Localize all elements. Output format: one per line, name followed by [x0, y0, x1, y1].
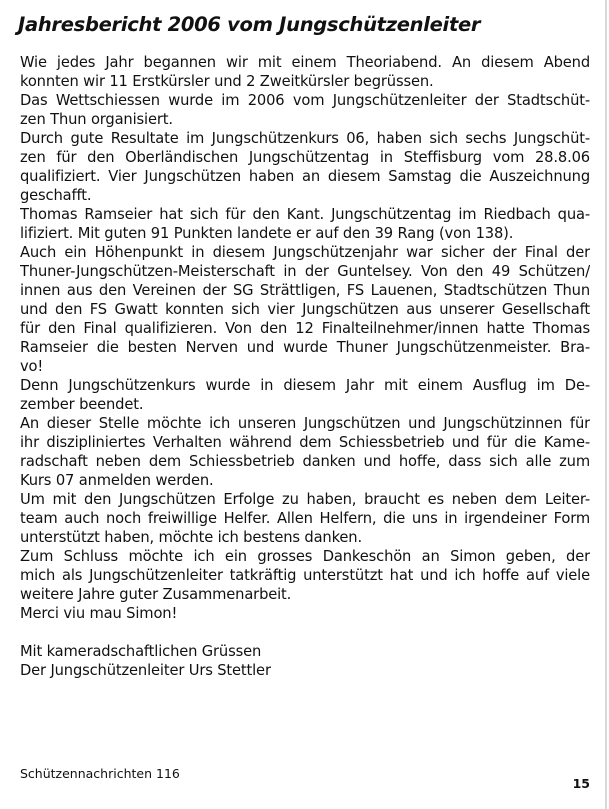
closing-greeting: Mit kameradschaftlichen Grüssen: [20, 643, 262, 660]
body-line: Ramseier die besten Nerven und wurde Thuner Jungschützenmeister. Bra-: [20, 339, 590, 356]
paragraph-gap: [20, 623, 590, 642]
body-line: An dieser Stelle möchte ich unseren Jungschützen und Jungschützinnen für: [20, 415, 590, 432]
body-line: zember beendet.: [20, 396, 144, 413]
body-line: mich als Jungschützenleiter tatkräftig unterstützt hat und ich hoffe auf viele: [20, 567, 590, 584]
body-line: Zum Schluss möchte ich ein grosses Dankeschön an Simon geben, der: [20, 548, 590, 565]
page-number: 15: [572, 776, 590, 791]
body-line: und den FS Gwatt konnten sich vier Jungschützen aus unserer Gesellschaft: [20, 301, 590, 318]
body-line: Thomas Ramseier hat sich für den Kant. Jungschützentag im Riedbach qua-: [20, 206, 590, 223]
body-line: Denn Jungschützenkurs wurde in diesem Jahr mit einem Ausflug im De-: [20, 377, 590, 394]
body-line: Durch gute Resultate im Jungschützenkurs 06, haben sich sechs Jungschüt-: [20, 130, 590, 147]
body-line: Merci viu mau Simon!: [20, 605, 178, 622]
body-line: unterstützt haben, möchte ich bestens danken.: [20, 529, 362, 546]
body-line: ihr diszipliniertes Verhalten während dem Schiessbetrieb und für die Kame-: [20, 434, 590, 451]
body-line: qualifiziert. Vier Jungschützen haben an diesem Samstag die Auszeichnung: [20, 168, 590, 185]
body-line: geschafft.: [20, 187, 92, 204]
body-line: Thuner-Jungschützen-Meisterschaft in der Guntelsey. Von den 49 Schützen/: [20, 263, 590, 280]
body-line: vo!: [20, 358, 44, 375]
body-line: Auch ein Höhenpunkt in diesem Jungschützenjahr war sicher der Final der: [20, 244, 590, 261]
body-line: innen aus den Vereinen der SG Strättligen, FS Lauenen, Stadtschützen Thun: [20, 282, 590, 299]
body-line: weitere Jahre guter Zusammenarbeit.: [20, 586, 292, 603]
publication-name: Schützennachrichten 116: [20, 766, 180, 781]
body-line: lifiziert. Mit guten 91 Punkten landete er auf den 39 Rang (von 138).: [20, 225, 514, 242]
body-line: Um mit den Jungschützen Erfolge zu haben, braucht es neben dem Leiter-: [20, 491, 590, 508]
page-edge-divider: [605, 0, 607, 809]
body-line: team auch noch freiwillige Helfer. Allen Helfern, die uns in irgendeiner Form: [20, 510, 590, 527]
page-title: Jahresbericht 2006 vom Jungschützenleiter: [18, 13, 481, 36]
body-line: konnten wir 11 Erstkürsler und 2 Zweitkürsler begrüssen.: [20, 73, 434, 90]
body-line: zen für den Oberländischen Jungschützentag in Steffisburg vom 28.8.06: [20, 149, 590, 166]
closing-signature: Der Jungschützenleiter Urs Stettler: [20, 662, 271, 679]
report-body: [20, 53, 590, 680]
body-line: radschaft neben dem Schiessbetrieb danken und hoffe, dass sich alle zum: [20, 453, 590, 470]
body-line: Wie jedes Jahr begannen wir mit einem Theoriabend. An diesem Abend: [20, 54, 590, 71]
body-line: für den Final qualifizieren. Von den 12 Finalteilnehmer/innen hatte Thomas: [20, 320, 590, 337]
body-line: Kurs 07 anmelden werden.: [20, 472, 214, 489]
body-line: zen Thun organisiert.: [20, 111, 173, 128]
body-line: Das Wettschiessen wurde im 2006 vom Jungschützenleiter der Stadtschüt-: [20, 92, 590, 109]
